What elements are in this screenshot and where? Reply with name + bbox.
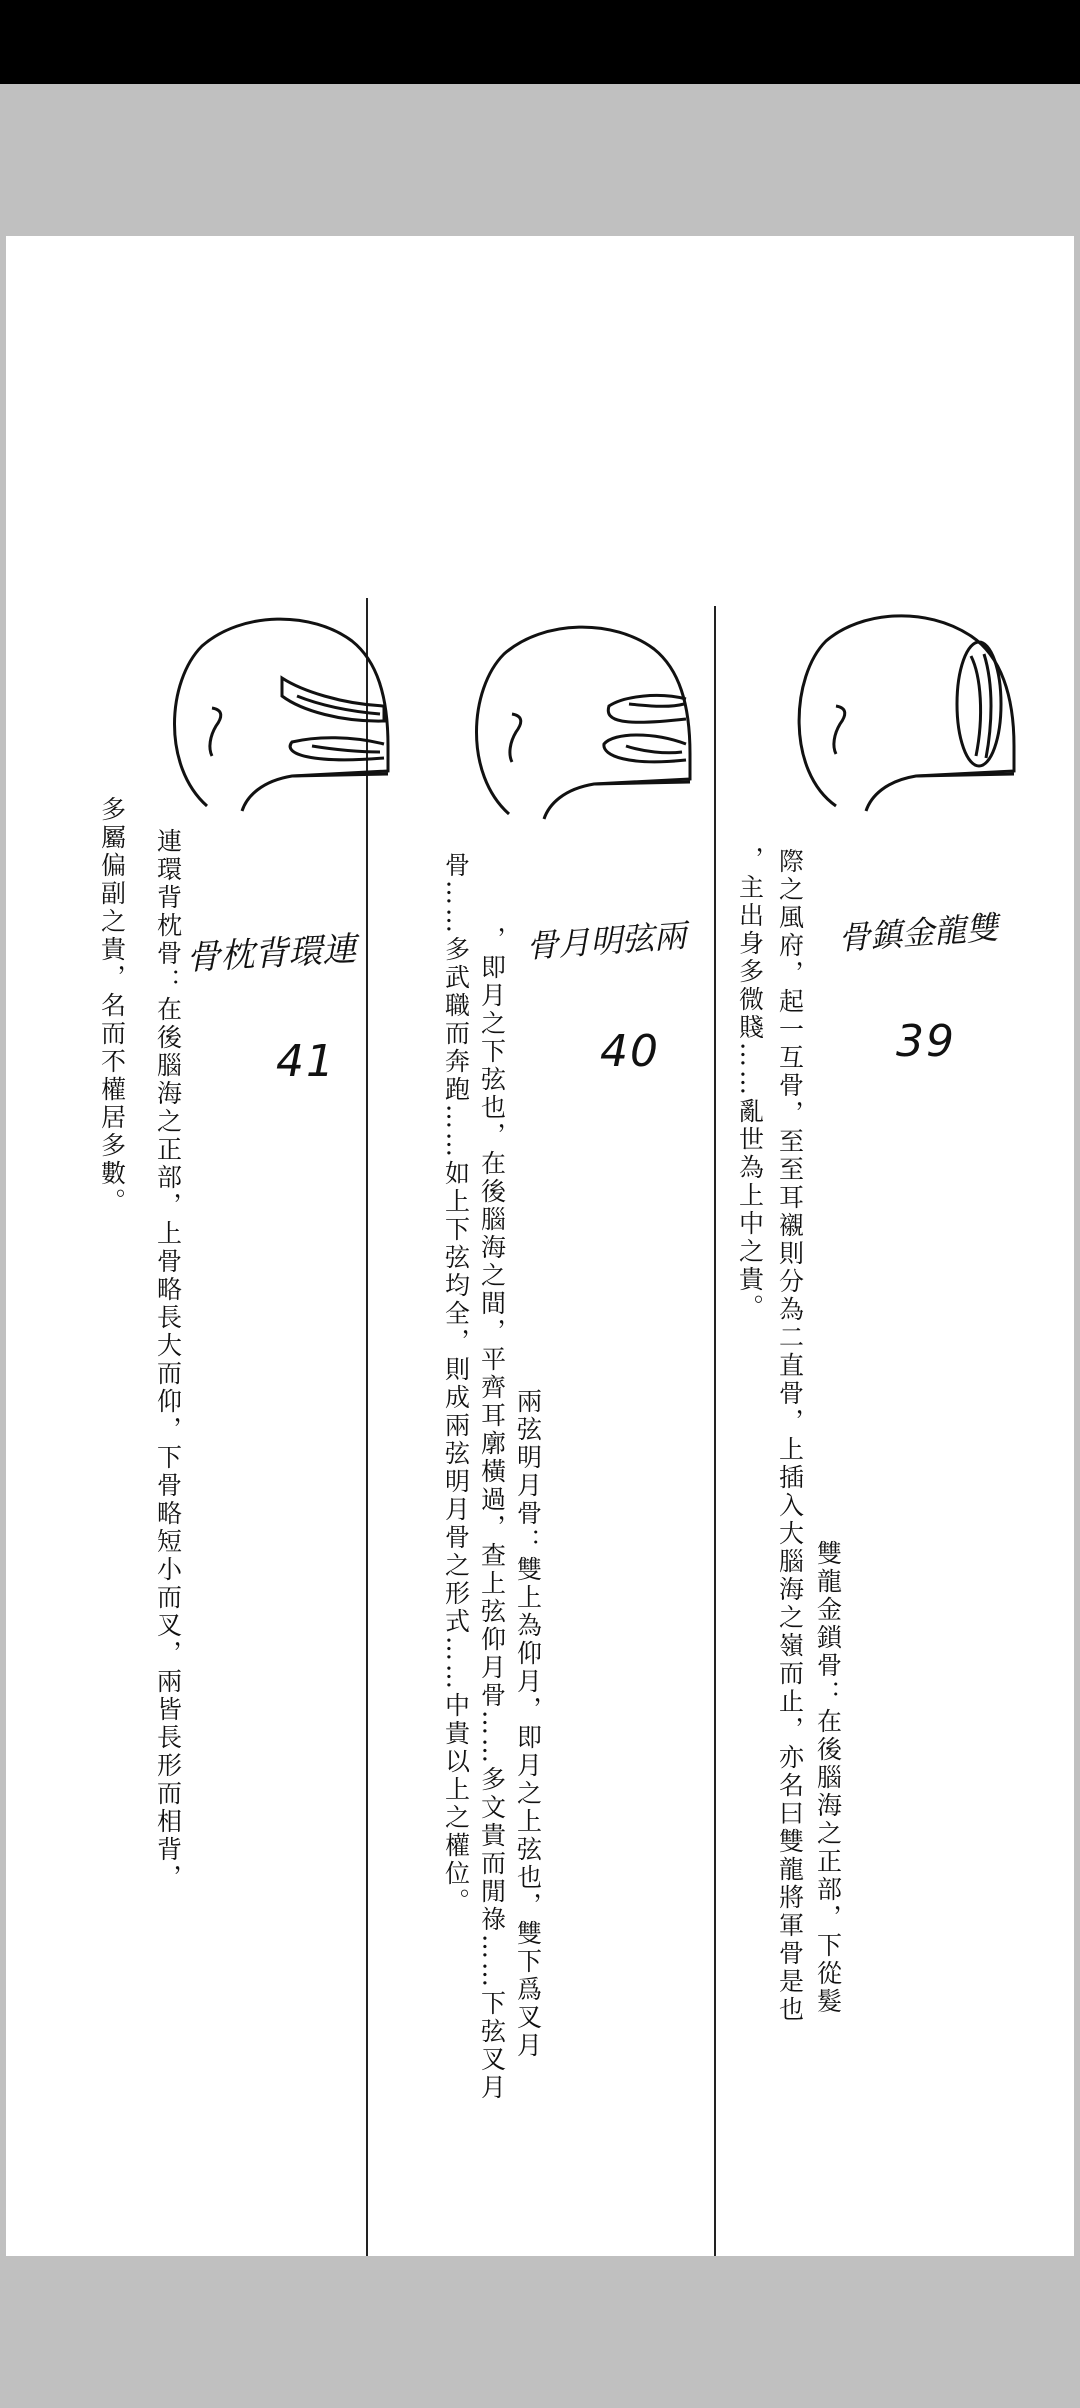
document-page [6, 236, 1074, 2256]
figure-41-text-col-2: 多屬偏副之貴，名而不權居多數。 [97, 796, 127, 1216]
figure-39-text-col-1: 雙龍金鎖骨：在後腦海之正部，下從髮 [813, 1540, 843, 2016]
figure-40-text-col-2: ，即月之下弦也，在後腦海之間，平齊耳廓橫過，查上弦仰月骨……多文貴而閒祿……下弦叉月 [477, 926, 507, 2102]
column-divider-left [366, 598, 368, 2256]
figure-40-text-col-3: 骨……多武職而奔跑……如上下弦均全，則成兩弦明月骨之形式……中貴以上之權位。 [441, 852, 471, 1916]
figure-39-text-col-2: 際之風府，起一互骨，至至耳襯則分為二直骨，上插入大腦海之嶺而止，亦名曰雙龍將軍骨是也 [775, 848, 805, 2024]
figure-number-39: 39 [896, 1016, 956, 1067]
figure-41-text-col-1: 連環背枕骨：在後腦海之正部，上骨略長大而仰，下骨略短小而叉，兩皆長形而相背， [153, 828, 183, 1892]
figure-caption-39: 骨鎮金龍雙 [837, 908, 1000, 958]
figure-number-41: 41 [276, 1036, 336, 1087]
head-illustration-39 [776, 596, 1036, 826]
figure-caption-40: 骨月明弦兩 [525, 916, 688, 966]
head-illustration-40 [454, 604, 714, 834]
figure-40-text-col-1: 兩弦明月骨：雙上為仰月，即月之上弦也，雙下爲叉月 [513, 1388, 543, 2060]
top-status-bar [0, 0, 1080, 84]
figure-caption-41: 骨枕背環連 [185, 929, 358, 979]
column-divider-right [714, 606, 716, 2256]
head-illustration-41 [152, 596, 412, 826]
figure-number-40: 40 [600, 1026, 660, 1077]
figure-39-text-col-3: ，主出身多微賤……亂世為上中之貴。 [735, 846, 765, 1322]
